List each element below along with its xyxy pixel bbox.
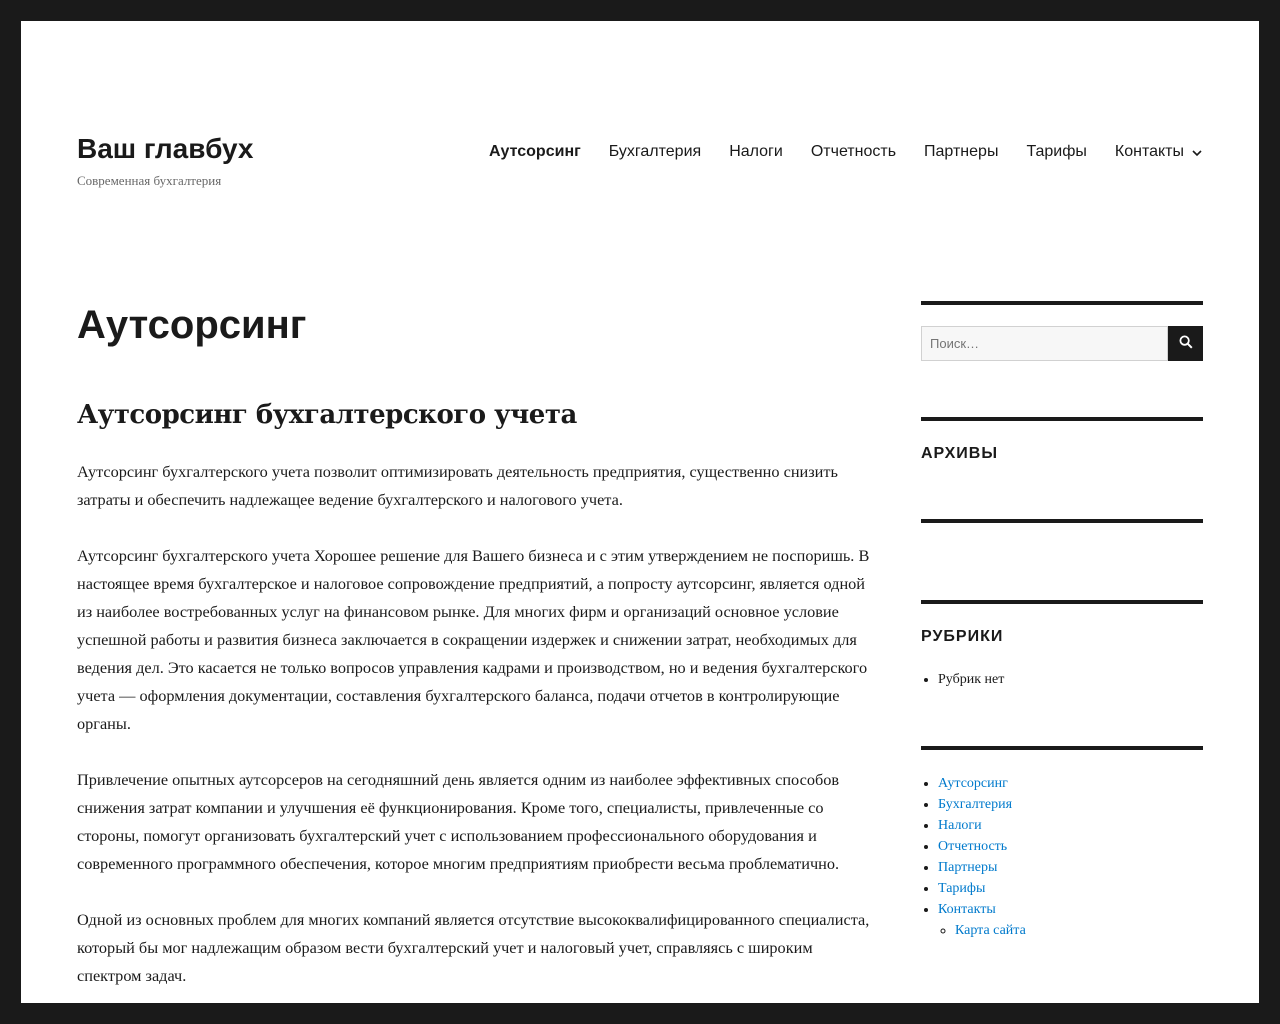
sidebar	[921, 301, 1203, 941]
search-icon	[1179, 335, 1193, 352]
pages-widget	[921, 750, 1203, 941]
page-link-tariffs[interactable]: Тарифы	[938, 881, 986, 896]
page-link-reporting[interactable]: Отчетность	[938, 839, 1008, 854]
chevron-down-icon[interactable]	[1191, 146, 1203, 158]
nav-item-taxes[interactable]	[729, 143, 783, 161]
list-item	[938, 794, 1203, 815]
list-item	[938, 857, 1203, 878]
archives-widget	[921, 421, 1203, 463]
section-title: Аутсорсинг бухгалтерского учета	[77, 400, 577, 430]
nav-item-outsourcing[interactable]	[489, 143, 581, 161]
nav-item-label: Аутсорсинг	[488, 143, 581, 160]
widget-title-categories: РУБРИКИ	[921, 628, 1004, 645]
list-item	[955, 920, 1203, 941]
widget-title-archives: АРХИВЫ	[921, 445, 999, 462]
paragraph: Аутсорсинг бухгалтерского учета позволит оптимизировать деятельность предприятия, существенно снизить затраты и обеспечить надлежащее ведение бухгалтерского и налогового учета.	[77, 461, 838, 509]
sub-pages-list	[938, 920, 1203, 941]
list-item	[938, 815, 1203, 836]
nav-item-reporting[interactable]	[811, 143, 896, 161]
categories-widget	[921, 604, 1203, 690]
nav-item-tariffs[interactable]	[1026, 143, 1086, 161]
nav-item-label: Партнеры	[924, 143, 999, 160]
list-item: • Рубрик нет	[938, 669, 1203, 690]
list-item	[938, 836, 1203, 857]
nav-item-contacts[interactable]	[1115, 143, 1203, 161]
main-navigation	[461, 143, 1203, 161]
nav-item-label: Бухгалтерия	[608, 143, 702, 160]
search-widget	[921, 305, 1203, 361]
list-item	[938, 878, 1203, 899]
page-frame	[21, 21, 1259, 1003]
search-button[interactable]	[1168, 326, 1203, 361]
categories-list	[921, 669, 1203, 690]
page-link-outsourcing[interactable]: Аутсорсинг	[938, 776, 1008, 791]
list-item	[938, 899, 1203, 941]
nav-item-label: Контакты	[1114, 143, 1184, 160]
page-link-accounting[interactable]: Бухгалтерия	[938, 797, 1013, 812]
nav-item-label: Налоги	[729, 143, 783, 160]
site-title[interactable]: Ваш главбух	[77, 133, 254, 164]
nav-item-label: Тарифы	[1026, 143, 1087, 160]
pages-list	[921, 773, 1203, 941]
list-item	[938, 773, 1203, 794]
nav-item-accounting[interactable]	[609, 143, 701, 161]
main-content	[77, 301, 877, 1003]
nav-item-partners[interactable]	[924, 143, 998, 161]
widget-divider	[921, 519, 1203, 523]
page-link-partners[interactable]: Партнеры	[938, 860, 998, 875]
paragraph: Одной из основных проблем для многих компаний является отсутствие высококвалифицированного специалиста, который бы мог надлежащим образом вести бухгалтерский учет и налоговый учет, справляясь с широким спектром задач.	[77, 909, 870, 985]
page-link-contacts[interactable]: Контакты	[938, 902, 996, 917]
search-input[interactable]	[921, 326, 1168, 361]
paragraph: Аутсорсинг бухгалтерского учета Хорошее решение для Вашего бизнеса и с этим утверждением не поспоришь. В настоящее время бухгалтерское и налоговое сопровождение предприятий, а попросту аутсорсинг, является одной из наиболее востребованных услуг на финансовом рынке. Для многих фирм и организаций основное условие успешной работы и развития бизнеса заключается в сокращении издержек и снижении затрат, необходимых для ведения дел. Это касается не только вопросов управления кадрами и производством, но и ведения бухгалтерского учета — оформления документации, составления бухгалтерского баланса, подачи отчетов в контролирующие органы.	[77, 545, 870, 733]
site-description: Современная бухгалтерия	[77, 173, 222, 188]
page-link-taxes[interactable]: Налоги	[938, 818, 982, 833]
page-title: Аутсорсинг	[77, 303, 307, 347]
nav-item-label: Отчетность	[810, 143, 897, 160]
paragraph: Привлечение опытных аутсорсеров на сегодняшний день является одним из наиболее эффективных способов снижения затрат компании и улучшения её функционирования. Кроме того, специалисты, привлеченные со стороны, помогут организовать бухгалтерский учет с использованием профессионального оборудования и современного программного обеспечения, которое многим предприятиям приобрести весьма проблематично.	[77, 769, 840, 873]
page-link-sitemap[interactable]: Карта сайта	[955, 923, 1026, 938]
